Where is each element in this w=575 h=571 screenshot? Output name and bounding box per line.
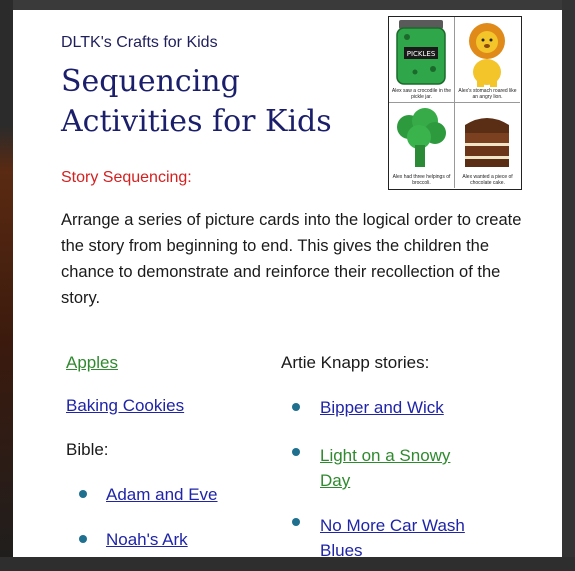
cake-card bbox=[455, 103, 520, 188]
bullet-icon bbox=[292, 518, 300, 526]
broccoli-card bbox=[389, 103, 455, 188]
adam-and-eve-link[interactable]: Adam and Eve bbox=[106, 485, 218, 504]
lion-card bbox=[455, 17, 520, 103]
jar-label: PICKLES bbox=[406, 50, 436, 58]
sequencing-cards-thumbnail[interactable] bbox=[388, 16, 522, 190]
thumbnail-caption: Alex saw a crocodile in the pickle jar. bbox=[391, 88, 452, 100]
window-right-edge bbox=[562, 0, 575, 571]
bullet-icon bbox=[292, 403, 300, 411]
background-left-edge bbox=[0, 0, 13, 571]
artie-knapp-heading: Artie Knapp stories: bbox=[281, 353, 430, 372]
site-name: DLTK's Crafts for Kids bbox=[61, 34, 218, 51]
light-on-a-snowy-day-link[interactable]: Light on a Snowy Day bbox=[320, 446, 451, 490]
thumbnail-caption: Alex had three helpings of broccoli. bbox=[392, 174, 451, 186]
bullet-icon bbox=[79, 490, 87, 498]
section-subheading: Story Sequencing: bbox=[61, 169, 192, 186]
noahs-ark-link[interactable]: Noah's Ark bbox=[106, 530, 188, 549]
bullet-icon bbox=[79, 535, 87, 543]
bullet-icon bbox=[292, 448, 300, 456]
bible-label: Bible: bbox=[66, 440, 109, 459]
thumbnail-caption: Alex wanted a piece of chocolate cake. bbox=[462, 174, 513, 186]
no-more-car-wash-blues-link[interactable]: No More Car Wash Blues bbox=[320, 516, 465, 557]
pickle-jar-card bbox=[389, 17, 455, 103]
intro-paragraph: Arrange a series of picture cards into the logical order to create the story from beginning to end. This gives the children the chance to demonstrate and reinforce their recollection of the story. bbox=[61, 211, 522, 307]
page-content bbox=[13, 10, 562, 557]
baking-cookies-link[interactable]: Baking Cookies bbox=[66, 396, 185, 415]
thumbnail-caption: Alex's stomach roared like an angry lion. bbox=[458, 88, 517, 100]
window-bottom-edge bbox=[0, 557, 575, 571]
bipper-and-wick-link[interactable]: Bipper and Wick bbox=[320, 398, 444, 417]
apples-link[interactable]: Apples bbox=[66, 353, 118, 372]
page-title: Sequencing Activities for Kids bbox=[61, 64, 332, 139]
